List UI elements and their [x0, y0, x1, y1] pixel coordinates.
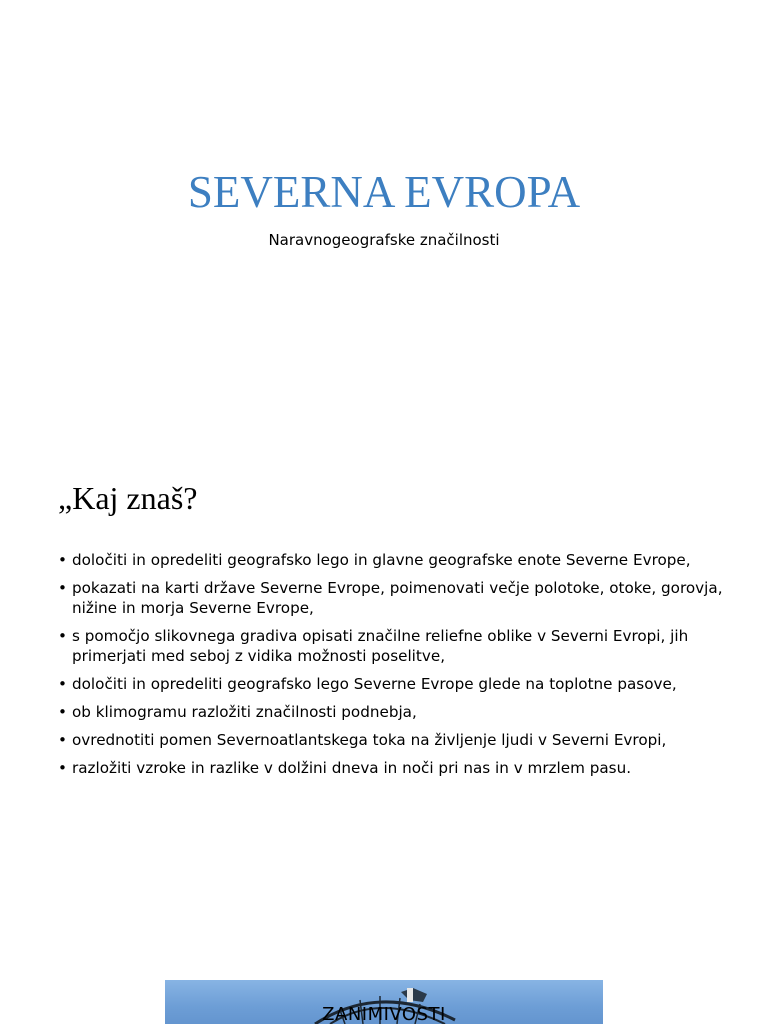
- section-heading: „Kaj znaš?: [58, 480, 198, 516]
- slide-subtitle: Naravnogeografske značilnosti: [268, 231, 500, 249]
- list-item: [58, 702, 728, 722]
- list-item-text: ob klimogramu razložiti značilnosti podnebja,: [72, 703, 417, 721]
- bullet-icon: •: [58, 759, 67, 777]
- title-slide: [0, 0, 768, 430]
- bullet-icon: •: [58, 627, 67, 645]
- slide-title: SEVERNA EVROPA: [187, 167, 581, 217]
- list-item-text: pokazati na karti države Severne Evrope, poimenovati večje polotoke, otoke, gorovja, nižine in morja Severne Evrope,: [72, 579, 723, 617]
- list-item-text: s pomočjo slikovnega gradiva opisati značilne reliefne oblike v Severni Evropi, jih primerjati med seboj z vidika možnosti poselitve,: [72, 627, 689, 665]
- objectives-list: [58, 550, 728, 786]
- list-item: [58, 674, 728, 694]
- list-item: [58, 626, 728, 666]
- list-item-text: ovrednotiti pomen Severnoatlantskega toka na življenje ljudi v Severni Evropi,: [72, 731, 667, 749]
- list-item: [58, 550, 728, 570]
- list-item-text: razložiti vzroke in razlike v dolžini dneva in noči pri nas in v mrzlem pasu.: [72, 759, 632, 777]
- bullet-icon: •: [58, 731, 67, 749]
- bullet-icon: •: [58, 551, 67, 569]
- list-item: [58, 578, 728, 618]
- list-item-text: določiti in opredeliti geografsko lego Severne Evrope glede na toplotne pasove,: [72, 675, 677, 693]
- slide-title: ZANIMIVOSTI: [322, 1004, 446, 1024]
- objectives-slide: [0, 432, 768, 972]
- list-item: [58, 730, 728, 750]
- bullet-icon: •: [58, 675, 67, 693]
- bullet-icon: •: [58, 579, 67, 597]
- list-item-text: določiti in opredeliti geografsko lego in glavne geografske enote Severne Evrope,: [72, 551, 691, 569]
- bullet-icon: •: [58, 703, 67, 721]
- curiosities-slide: [165, 980, 603, 1024]
- list-item: [58, 758, 728, 778]
